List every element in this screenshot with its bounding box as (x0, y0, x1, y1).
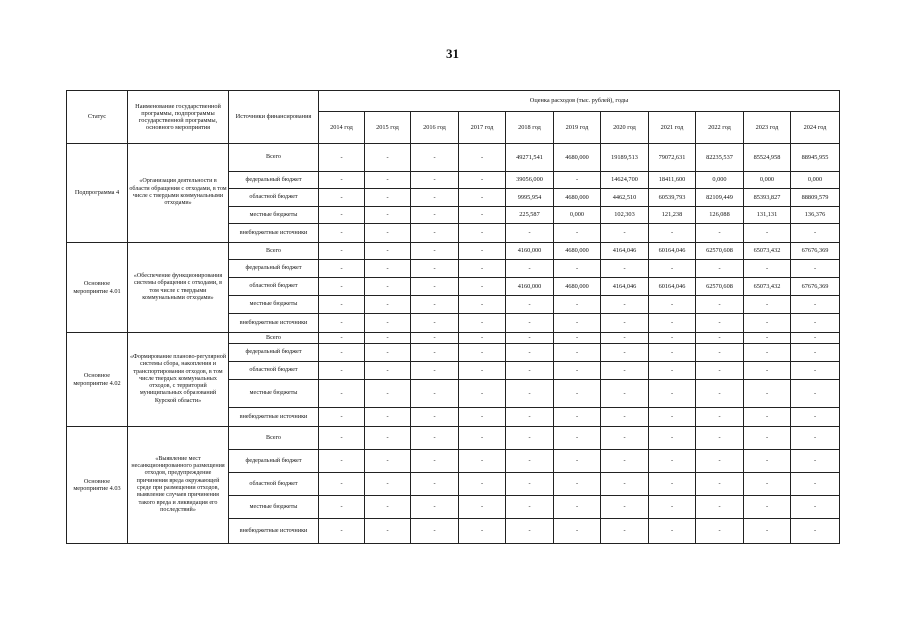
value-cell: - (411, 380, 459, 408)
value-cell: - (791, 260, 840, 278)
value-cell: - (649, 260, 696, 278)
value-cell: - (365, 172, 411, 189)
header-year: 2021 год (649, 112, 696, 144)
header-name: Наименование государственной программы, подпрограммы государственной программы, основного мероприятия (128, 91, 229, 144)
header-source: Источники финансирования (229, 91, 319, 144)
value-cell: - (696, 344, 744, 362)
value-cell: - (319, 362, 365, 380)
value-cell: 4680,000 (554, 243, 601, 260)
value-cell: - (459, 519, 506, 544)
value-cell: - (696, 224, 744, 243)
funding-source-cell: областной бюджет (229, 189, 319, 207)
status-cell: Основное мероприятие 4.02 (67, 333, 128, 427)
value-cell: - (791, 296, 840, 314)
program-name-cell: «Выявление мест несанкционированного размещения отходов, предупреждение причинения вреда окружающей среде при размещении отходов, выявление случаев причинения такого вреда и ликвидация его последствий» (128, 427, 229, 544)
value-cell: - (744, 450, 791, 473)
value-cell: - (459, 260, 506, 278)
header-year: 2016 год (411, 112, 459, 144)
value-cell: - (649, 408, 696, 427)
value-cell: - (319, 278, 365, 296)
value-cell: - (601, 333, 649, 344)
value-cell: 60164,046 (649, 243, 696, 260)
value-cell: - (696, 473, 744, 496)
funding-source-cell: федеральный бюджет (229, 172, 319, 189)
value-cell: - (411, 144, 459, 172)
value-cell: - (459, 243, 506, 260)
value-cell: 9995,954 (506, 189, 554, 207)
funding-source-cell: Всего (229, 427, 319, 450)
value-cell: - (411, 314, 459, 333)
value-cell: - (601, 519, 649, 544)
funding-source-cell: внебюджетные источники (229, 408, 319, 427)
value-cell: - (554, 172, 601, 189)
value-cell: - (791, 427, 840, 450)
value-cell: - (365, 408, 411, 427)
value-cell: - (459, 207, 506, 224)
value-cell: - (459, 296, 506, 314)
value-cell: - (365, 314, 411, 333)
table-row (67, 333, 840, 344)
value-cell: 60164,046 (649, 278, 696, 296)
value-cell: - (319, 189, 365, 207)
value-cell: - (791, 362, 840, 380)
value-cell: - (791, 333, 840, 344)
value-cell: 4160,000 (506, 243, 554, 260)
table-header (67, 91, 840, 144)
value-cell: - (319, 408, 365, 427)
value-cell: 49271,541 (506, 144, 554, 172)
value-cell: - (744, 362, 791, 380)
header-year: 2023 год (744, 112, 791, 144)
funding-source-cell: федеральный бюджет (229, 260, 319, 278)
value-cell: - (601, 260, 649, 278)
value-cell: - (744, 408, 791, 427)
value-cell: - (696, 362, 744, 380)
value-cell: 4160,000 (506, 278, 554, 296)
value-cell: - (696, 519, 744, 544)
funding-source-cell: федеральный бюджет (229, 450, 319, 473)
value-cell: - (411, 496, 459, 519)
value-cell: 67676,369 (791, 243, 840, 260)
value-cell: - (459, 380, 506, 408)
value-cell: 39056,000 (506, 172, 554, 189)
value-cell: - (744, 224, 791, 243)
value-cell: 126,088 (696, 207, 744, 224)
value-cell: 79072,631 (649, 144, 696, 172)
value-cell: 4680,000 (554, 144, 601, 172)
value-cell: 18411,600 (649, 172, 696, 189)
value-cell: - (365, 450, 411, 473)
value-cell: 4680,000 (554, 189, 601, 207)
value-cell: 14624,700 (601, 172, 649, 189)
value-cell: - (649, 519, 696, 544)
table-row (67, 427, 840, 450)
value-cell: - (411, 344, 459, 362)
value-cell: - (554, 260, 601, 278)
value-cell: - (319, 243, 365, 260)
value-cell: - (365, 496, 411, 519)
value-cell: 67676,369 (791, 278, 840, 296)
value-cell: - (744, 296, 791, 314)
value-cell: - (601, 473, 649, 496)
value-cell: - (506, 427, 554, 450)
budget-table (66, 90, 840, 544)
value-cell: 4164,046 (601, 278, 649, 296)
value-cell: - (696, 427, 744, 450)
value-cell: - (696, 260, 744, 278)
value-cell: - (554, 519, 601, 544)
header-status: Статус (67, 91, 128, 144)
value-cell: 0,000 (744, 172, 791, 189)
value-cell: - (459, 189, 506, 207)
value-cell: - (601, 314, 649, 333)
value-cell: - (506, 260, 554, 278)
value-cell: - (696, 496, 744, 519)
header-estimate: Оценка расходов (тыс. рублей), годы (319, 91, 840, 112)
value-cell: - (459, 344, 506, 362)
value-cell: - (696, 408, 744, 427)
value-cell: - (649, 224, 696, 243)
value-cell: - (649, 427, 696, 450)
value-cell: - (319, 473, 365, 496)
value-cell: - (696, 333, 744, 344)
value-cell: - (459, 362, 506, 380)
value-cell: - (506, 224, 554, 243)
value-cell: - (459, 172, 506, 189)
value-cell: - (791, 224, 840, 243)
value-cell: - (319, 427, 365, 450)
value-cell: - (791, 473, 840, 496)
value-cell: - (506, 333, 554, 344)
value-cell: - (411, 189, 459, 207)
value-cell: - (601, 496, 649, 519)
value-cell: - (791, 496, 840, 519)
value-cell: 62570,608 (696, 243, 744, 260)
header-year: 2018 год (506, 112, 554, 144)
value-cell: 0,000 (791, 172, 840, 189)
value-cell: - (506, 362, 554, 380)
status-cell: Подпрограмма 4 (67, 144, 128, 243)
value-cell: - (411, 243, 459, 260)
value-cell: - (365, 344, 411, 362)
value-cell: - (554, 427, 601, 450)
value-cell: - (554, 344, 601, 362)
value-cell: - (744, 519, 791, 544)
funding-source-cell: внебюджетные источники (229, 519, 319, 544)
funding-source-cell: местные бюджеты (229, 296, 319, 314)
value-cell: - (506, 408, 554, 427)
value-cell: 60539,793 (649, 189, 696, 207)
funding-source-cell: местные бюджеты (229, 207, 319, 224)
value-cell: - (319, 224, 365, 243)
value-cell: - (506, 380, 554, 408)
value-cell: - (319, 314, 365, 333)
value-cell: - (365, 278, 411, 296)
funding-source-cell: местные бюджеты (229, 496, 319, 519)
value-cell: 82235,537 (696, 144, 744, 172)
value-cell: 62570,608 (696, 278, 744, 296)
header-year: 2017 год (459, 112, 506, 144)
value-cell: 65073,432 (744, 278, 791, 296)
value-cell: - (744, 333, 791, 344)
value-cell: - (365, 243, 411, 260)
value-cell: 85524,958 (744, 144, 791, 172)
program-name-cell: «Обеспечение функционирования системы обращения с отходами, в том числе с твердыми коммунальными отходами» (128, 243, 229, 333)
value-cell: - (506, 344, 554, 362)
funding-source-cell: областной бюджет (229, 278, 319, 296)
value-cell: - (459, 314, 506, 333)
header-year: 2022 год (696, 112, 744, 144)
value-cell: - (744, 427, 791, 450)
header-year: 2020 год (601, 112, 649, 144)
value-cell: - (696, 296, 744, 314)
value-cell: - (319, 496, 365, 519)
value-cell: - (554, 333, 601, 344)
value-cell: - (744, 260, 791, 278)
value-cell: - (365, 207, 411, 224)
value-cell: - (554, 473, 601, 496)
value-cell: - (365, 473, 411, 496)
page-number: 31 (446, 46, 459, 61)
value-cell: - (744, 344, 791, 362)
value-cell: - (459, 408, 506, 427)
value-cell: - (411, 207, 459, 224)
value-cell: - (506, 296, 554, 314)
value-cell: - (319, 344, 365, 362)
value-cell: - (411, 408, 459, 427)
header-year: 2014 год (319, 112, 365, 144)
table-row (67, 144, 840, 172)
funding-source-cell: Всего (229, 333, 319, 344)
value-cell: - (744, 380, 791, 408)
value-cell: - (459, 427, 506, 450)
value-cell: - (365, 519, 411, 544)
funding-source-cell: Всего (229, 243, 319, 260)
value-cell: - (459, 333, 506, 344)
value-cell: - (601, 408, 649, 427)
value-cell: - (411, 427, 459, 450)
value-cell: - (319, 519, 365, 544)
value-cell: - (649, 362, 696, 380)
value-cell: - (459, 278, 506, 296)
value-cell: - (319, 450, 365, 473)
funding-source-cell: внебюджетные источники (229, 314, 319, 333)
value-cell: 88945,955 (791, 144, 840, 172)
header-year: 2024 год (791, 112, 840, 144)
value-cell: - (649, 380, 696, 408)
value-cell: - (411, 450, 459, 473)
value-cell: - (319, 380, 365, 408)
funding-source-cell: федеральный бюджет (229, 344, 319, 362)
value-cell: - (459, 144, 506, 172)
value-cell: - (411, 519, 459, 544)
value-cell: - (319, 172, 365, 189)
value-cell: 82109,449 (696, 189, 744, 207)
value-cell: 19189,513 (601, 144, 649, 172)
value-cell: 4164,046 (601, 243, 649, 260)
funding-source-cell: местные бюджеты (229, 380, 319, 408)
value-cell: - (319, 207, 365, 224)
value-cell: - (649, 296, 696, 314)
funding-source-cell: областной бюджет (229, 362, 319, 380)
value-cell: - (744, 473, 791, 496)
value-cell: - (649, 450, 696, 473)
value-cell: 4680,000 (554, 278, 601, 296)
value-cell: - (459, 450, 506, 473)
value-cell: - (506, 519, 554, 544)
value-cell: 85393,827 (744, 189, 791, 207)
value-cell: 136,376 (791, 207, 840, 224)
value-cell: - (506, 496, 554, 519)
program-name-cell: «Организация деятельности в области обращения с отходами, в том числе с твердыми коммунальными отходами» (128, 144, 229, 243)
header-year: 2015 год (365, 112, 411, 144)
status-cell: Основное мероприятие 4.03 (67, 427, 128, 544)
value-cell: - (601, 224, 649, 243)
value-cell: - (506, 473, 554, 496)
value-cell: - (649, 496, 696, 519)
funding-source-cell: внебюджетные источники (229, 224, 319, 243)
value-cell: - (365, 427, 411, 450)
value-cell: - (411, 333, 459, 344)
value-cell: 131,131 (744, 207, 791, 224)
value-cell: - (791, 519, 840, 544)
value-cell: - (319, 144, 365, 172)
value-cell: - (601, 362, 649, 380)
value-cell: - (411, 362, 459, 380)
value-cell: - (696, 450, 744, 473)
table-body (67, 144, 840, 544)
value-cell: - (506, 450, 554, 473)
value-cell: - (365, 380, 411, 408)
value-cell: 88809,579 (791, 189, 840, 207)
value-cell: - (365, 224, 411, 243)
value-cell: - (459, 473, 506, 496)
value-cell: - (744, 496, 791, 519)
value-cell: 0,000 (554, 207, 601, 224)
status-cell: Основное мероприятие 4.01 (67, 243, 128, 333)
value-cell: - (319, 333, 365, 344)
value-cell: - (365, 333, 411, 344)
value-cell: - (791, 314, 840, 333)
value-cell: - (649, 473, 696, 496)
value-cell: - (791, 380, 840, 408)
value-cell: - (554, 296, 601, 314)
value-cell: 225,587 (506, 207, 554, 224)
funding-source-cell: Всего (229, 144, 319, 172)
value-cell: - (411, 260, 459, 278)
funding-source-cell: областной бюджет (229, 473, 319, 496)
value-cell: - (365, 144, 411, 172)
value-cell: - (601, 344, 649, 362)
value-cell: - (554, 224, 601, 243)
value-cell: - (601, 380, 649, 408)
value-cell: - (649, 314, 696, 333)
value-cell: 65073,432 (744, 243, 791, 260)
value-cell: - (791, 344, 840, 362)
value-cell: - (319, 260, 365, 278)
value-cell: - (554, 450, 601, 473)
value-cell: - (744, 314, 791, 333)
value-cell: - (554, 314, 601, 333)
value-cell: - (696, 380, 744, 408)
value-cell: 102,303 (601, 207, 649, 224)
value-cell: 121,238 (649, 207, 696, 224)
value-cell: 4462,510 (601, 189, 649, 207)
value-cell: - (411, 172, 459, 189)
value-cell: - (411, 473, 459, 496)
value-cell: - (459, 496, 506, 519)
value-cell: - (411, 278, 459, 296)
value-cell: - (365, 362, 411, 380)
value-cell: - (411, 224, 459, 243)
value-cell: - (459, 224, 506, 243)
value-cell: - (319, 296, 365, 314)
value-cell: - (554, 362, 601, 380)
value-cell: - (365, 189, 411, 207)
value-cell: - (601, 427, 649, 450)
value-cell: - (554, 380, 601, 408)
value-cell: 0,000 (696, 172, 744, 189)
value-cell: - (601, 450, 649, 473)
table-row (67, 243, 840, 260)
value-cell: - (791, 450, 840, 473)
value-cell: - (649, 333, 696, 344)
value-cell: - (365, 260, 411, 278)
value-cell: - (601, 296, 649, 314)
value-cell: - (649, 344, 696, 362)
value-cell: - (506, 314, 554, 333)
header-year: 2019 год (554, 112, 601, 144)
value-cell: - (554, 496, 601, 519)
value-cell: - (791, 408, 840, 427)
value-cell: - (365, 296, 411, 314)
value-cell: - (411, 296, 459, 314)
program-name-cell: «Формирование планово-регулярной системы сбора, накопления и транспортирования отходов, в том числе твердых коммунальных отходов, с территорий муниципальных образований Курской области» (128, 333, 229, 427)
value-cell: - (554, 408, 601, 427)
value-cell: - (696, 314, 744, 333)
